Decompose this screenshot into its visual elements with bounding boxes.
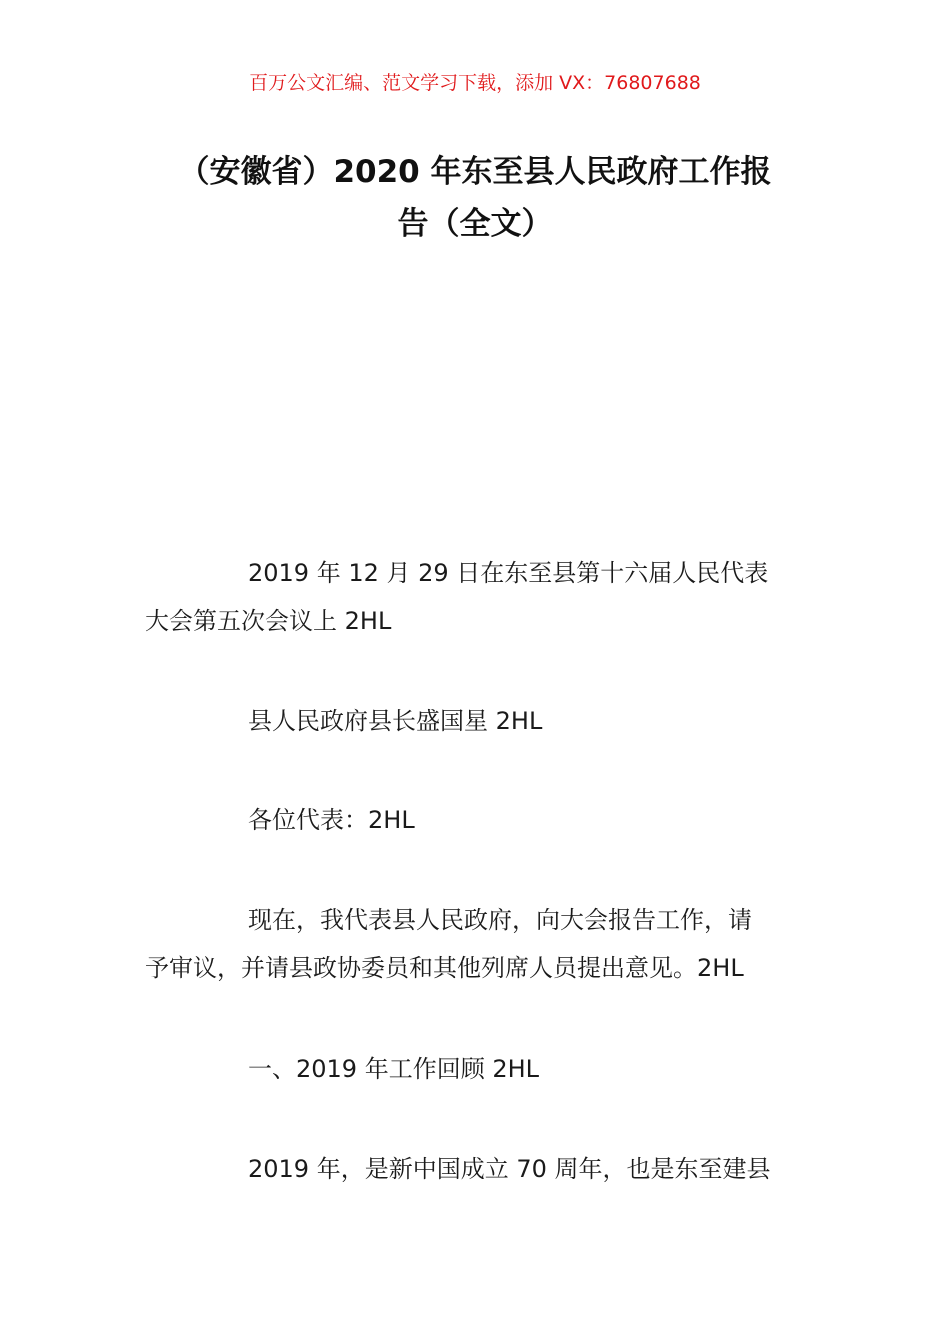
section-heading-1-line-1: 一、2019 年工作回顾 2HL (248, 1055, 540, 1083)
paragraph-3-line-1: 各位代表：2HL (248, 806, 415, 834)
paragraph-1 (145, 549, 810, 645)
paragraph-4 (145, 896, 810, 992)
paragraph-4-line-1: 现在，我代表县人民政府，向大会报告工作，请 (248, 906, 752, 934)
paragraph-1-line-2: 大会第五次会议上 2HL (145, 607, 392, 635)
paragraph-6-line-1: 2019 年，是新中国成立 70 周年，也是东至建县 (248, 1155, 771, 1183)
document-title-line-1: （安徽省）2020 年东至县人民政府工作报 (178, 154, 772, 190)
document-title-line-2: 告（全文） (397, 206, 553, 242)
paragraph-6 (145, 1145, 810, 1193)
paragraph-3 (145, 796, 810, 844)
section-heading-1 (145, 1045, 810, 1093)
paragraph-2 (145, 697, 810, 745)
paragraph-2-line-1: 县人民政府县长盛国星 2HL (248, 707, 543, 735)
paragraph-1-line-1: 2019 年 12 月 29 日在东至县第十六届人民代表 (248, 559, 769, 587)
document-title (130, 146, 820, 250)
header-note: 百万公文汇编、范文学习下载，添加 VX：76807688 (249, 72, 701, 94)
paragraph-4-line-2: 予审议，并请县政协委员和其他列席人员提出意见。2HL (145, 954, 744, 982)
